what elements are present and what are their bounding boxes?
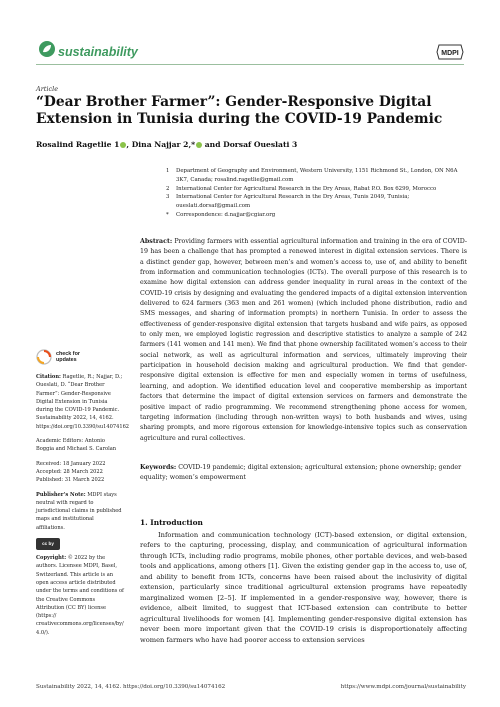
introduction-text: Information and communication technology (ICT)-based extension, or digital extension, refers to the capturing, processing, display, and communication of agricultural information through ICTs, including radio programs, mobile phones, other portable devices, and web-based tools and applications, among others [1]. Given the existing gender gap in the access to, use of, and ability to benefit from ICTs, concerns have been raised about the inclusivity of digital extension, particularly since traditional agricultural extension programs have repeatedly marginalized women [2–5]. If implemented in a gender-responsive way, however, there is evidence, albeit limited, to suggest that ICT-based extension can contribute to better agricultural livelihoods for women [4]. Implementing gender-responsive digital extension has never been more important given that the COVID-19 crisis is disproportionately affecting women farmers who have had poorer access to extension services [140,531,467,644]
keywords [140,463,467,484]
article-type: Article [36,85,59,93]
copyright: Copyright: © 2022 by the authors. Licensee MDPI, Basel, Switzerland. This article is an open access article distributed under the terms and conditions of the Creative Commons Attribution (CC BY) license (https:// creativecommons.org/licenses/by/ 4.0/). [36,555,124,636]
citation: Citation: Ragetlie, R.; Najjar, D.; Oueslati, D. “Dear Brother Farmer”: Gender-Responsive Digital Extension in Tunisia during the COVID-19 Pandemic. Sustainability 2022, 14, 4162. https://doi.org/10.3390/su14074162 [36,374,130,430]
journal-name[interactable]: sustainability [58,45,138,59]
footer-citation[interactable]: Sustainability 2022, 14, 4162. https://doi.org/10.3390/su14074162 [36,684,226,690]
abstract-label: Abstract: [140,238,173,245]
mdpi-logo-icon[interactable] [436,44,464,60]
keywords-label: Keywords: [140,464,177,471]
author-2[interactable]: Dina Najjar 2,* [131,140,196,149]
article-title: “Dear Brother Farmer”: Gender-Responsive Digital Extension in Tunisia during the COVID-19 Pandemic [36,94,443,127]
author-list: Rosalind Ragetlie 1 , Dina Najjar 2,* and Dorsaf Oueslati 3 [36,140,298,149]
abstract-text: Providing farmers with essential agricultural information and training in the era of COVID-19 has been a challenge that has prompted a renewed interest in digital extension services. There is a distinct gender gap, however, between men’s and women’s access to, use of, and ability to benefit from information and communication technologies (ICTs). The overall purpose of this research is to examine how digital extension can address gender inequality in rural areas in the context of the COVID-19 crisis by designing and evaluating the gendered impacts of a digital extension intervention delivered to 624 farmers (363 men and 261 women) (which included phone distribution, radio and SMS messages, and sharing of information prompts) in northern Tunisia. In order to assess the effectiveness of gender-responsive digital extension that targets husband and wife pairs, as opposed to only men, we employed logistic regression and descriptive statistics to analyze a sample of 242 farmers (141 women and 141 men). We find that phone ownership facilitated women’s access to their social network, as well as agricultural information and services, ultimately improving their participation in household decision making and agricultural production. We find that gender-responsive digital extension is effective for men and especially women in terms of usefulness, learning, and adoption. We identified education level and cooperative membership as important factors that determine the impact of digital extension services on farmers and demonstrate the positive impact of radio programming. We recommend strengthening phone access for women, targeting information (including through non-written ways) to both husbands and wives, using sharing prompts, and more rigorous extension for knowledge-intensive topics such as conservation agriculture and rural collectives. [140,238,467,442]
received-date: Received: 18 January 2022 [36,460,106,467]
author-1[interactable]: Rosalind Ragetlie 1 [36,140,120,149]
header-divider [36,64,464,65]
section-heading: 1. Introduction [140,518,203,527]
orcid-icon[interactable] [120,142,126,148]
correspondence: Correspondence: d.najjar@cgiar.org [176,211,276,218]
sidebar [36,349,130,643]
published-date: Published: 31 March 2022 [36,477,105,484]
journal-logo-icon [38,40,56,58]
keywords-text: COVID-19 pandemic; digital extension; agricultural extension; phone ownership; gender equality; women’s empowerment [140,464,462,482]
academic-editors: Academic Editors: Antonio Boggia and Michael S. Carolan [36,438,117,453]
affiliation-1: Department of Geography and Environment, Western University, 1151 Richmond St., London, ON N6A 3K7, Canada; rosalind.ragetlie@gmail.com [176,168,458,183]
cc-by-badge-icon[interactable]: cc by [36,538,60,550]
footer-journal-link[interactable]: https://www.mdpi.com/journal/sustainability [340,684,466,690]
publisher-note: Publisher’s Note: MDPI stays neutral with regard to jurisdictional claims in published maps and institutional affiliations. [36,491,122,531]
orcid-icon[interactable] [196,142,202,148]
check-updates-icon [36,349,52,365]
page-footer [36,684,466,690]
abstract [140,237,467,444]
affiliation-2: International Center for Agricultural Research in the Dry Areas, Rabat P.O. Box 6299, Morocco [176,185,437,192]
affiliation-3: International Center for Agricultural Research in the Dry Areas, Tunis 2049, Tunisia; oueslati.dorsaf@gmail.com [176,194,410,210]
author-3[interactable]: and Dorsaf Oueslati 3 [204,140,298,149]
affiliations: 1 Department of Geography and Environment, Western University, 1151 Richmond St., London, ON N6A 3K7, Canada; rosalind.ragetlie@gmail.com 2 International Center for Agricultural Research in the Dry Areas, Rabat P.O. Box 6299, Morocco 3 International Center for Agricultural Research in the Dry Areas, Tunis 2049, Tunisia; oueslati.dorsaf@gmail.com * Correspondence: d.najjar@cgiar.org [166,167,466,220]
check-for-updates[interactable]: check for updates [36,349,124,365]
accepted-date: Accepted: 28 March 2022 [36,468,103,475]
svg-text:MDPI: MDPI [441,50,459,57]
